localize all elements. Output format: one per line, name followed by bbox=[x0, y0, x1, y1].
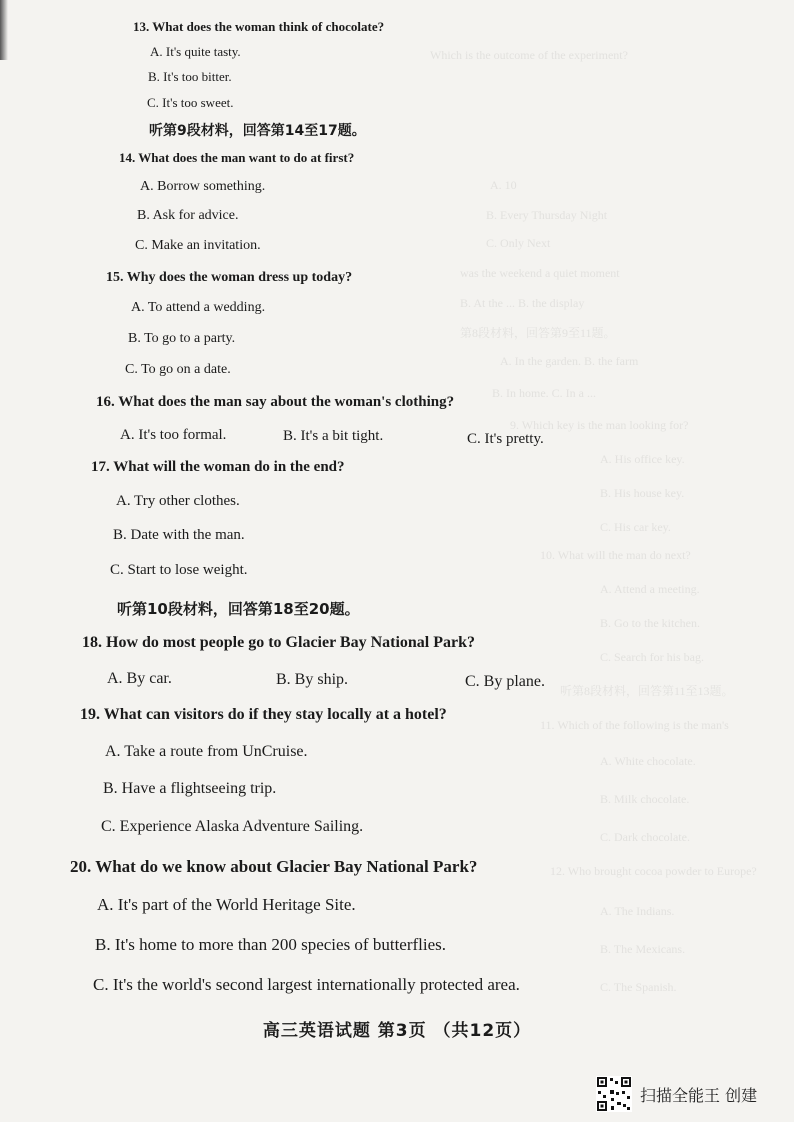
question-17-stem: 17. What will the woman do in the end? bbox=[91, 459, 345, 475]
question-16-option-b: B. It's a bit tight. bbox=[283, 428, 384, 444]
question-14-option-c: C. Make an invitation. bbox=[135, 238, 261, 253]
question-19-option-b: B. Have a flightseeing trip. bbox=[103, 780, 277, 797]
question-15-stem: 15. Why does the woman dress up today? bbox=[106, 270, 353, 285]
question-13-option-c: C. It's too sweet. bbox=[147, 95, 234, 110]
bleed-line: A. White chocolate. bbox=[600, 754, 696, 768]
question-18-option-b: B. By ship. bbox=[276, 671, 349, 688]
question-17-option-b: B. Date with the man. bbox=[113, 527, 245, 543]
scanner-label: 扫描全能王 创建 bbox=[640, 1085, 758, 1105]
question-14-stem: 14. What does the man want to do at first? bbox=[119, 150, 355, 165]
question-15-option-c: C. To go on a date. bbox=[125, 362, 231, 377]
question-13-stem: 13. What does the woman think of chocolate? bbox=[133, 19, 385, 34]
bleed-line: Which is the outcome of the experiment? bbox=[430, 48, 628, 62]
bleed-line: 12. Who brought cocoa powder to Europe? bbox=[550, 864, 757, 878]
scanner-watermark bbox=[596, 1076, 757, 1112]
question-18-stem: 18. How do most people go to Glacier Bay National Park? bbox=[82, 634, 476, 651]
bleed-line: B. Milk chocolate. bbox=[600, 792, 690, 806]
question-17-option-a: A. Try other clothes. bbox=[116, 493, 240, 509]
bleed-line: 听第8段材料，回答第11至13题。 bbox=[560, 684, 734, 698]
bleed-line: A. The Indians. bbox=[600, 904, 675, 918]
bleed-line: B. Go to the kitchen. bbox=[600, 616, 700, 630]
qr-code-icon bbox=[596, 1076, 632, 1112]
question-15-option-a: A. To attend a wedding. bbox=[131, 300, 266, 315]
page-footer: 高三英语试题 第3页 （共12页） bbox=[262, 1021, 532, 1041]
question-16-option-c: C. It's pretty. bbox=[467, 431, 544, 447]
bleed-line: C. The Spanish. bbox=[600, 980, 677, 994]
bleed-line: C. Only Next bbox=[486, 236, 551, 250]
question-19-stem: 19. What can visitors do if they stay locally at a hotel? bbox=[80, 706, 447, 723]
bleed-line: C. His car key. bbox=[600, 520, 671, 534]
question-14-option-a: A. Borrow something. bbox=[140, 179, 266, 194]
question-17-option-c: C. Start to lose weight. bbox=[110, 562, 248, 578]
bleed-line: B. The Mexicans. bbox=[600, 942, 686, 956]
bleed-line: B. His house key. bbox=[600, 486, 685, 500]
question-15-option-b: B. To go to a party. bbox=[128, 331, 236, 346]
question-20-stem: 20. What do we know about Glacier Bay National Park? bbox=[70, 857, 478, 876]
question-16-stem: 16. What does the man say about the woman's clothing? bbox=[96, 394, 455, 410]
question-18-option-c: C. By plane. bbox=[465, 673, 545, 690]
question-18-option-a: A. By car. bbox=[107, 670, 172, 687]
question-13-option-a: A. It's quite tasty. bbox=[150, 44, 241, 59]
instruction-material-10: 听第10段材料，回答第18至20题。 bbox=[117, 600, 360, 618]
question-14-option-b: B. Ask for advice. bbox=[137, 208, 239, 223]
question-20-option-b: B. It's home to more than 200 species of butterflies. bbox=[95, 935, 447, 954]
bleed-line: B. Every Thursday Night bbox=[486, 208, 608, 222]
bleed-through-text bbox=[400, 0, 794, 1000]
bleed-line: A. His office key. bbox=[600, 452, 685, 466]
bleed-line: 10. What will the man do next? bbox=[540, 548, 691, 562]
bleed-line: C. Dark chocolate. bbox=[600, 830, 690, 844]
bleed-line: B. At the ... B. the display bbox=[460, 296, 585, 310]
bleed-line: was the weekend a quiet moment bbox=[460, 266, 620, 280]
bleed-line: C. Search for his bag. bbox=[600, 650, 704, 664]
scan-edge-shadow bbox=[0, 0, 8, 60]
question-20-option-c: C. It's the world's second largest internationally protected area. bbox=[93, 975, 520, 994]
question-16-option-a: A. It's too formal. bbox=[120, 427, 227, 443]
question-19-option-c: C. Experience Alaska Adventure Sailing. bbox=[101, 818, 364, 835]
bleed-line: 11. Which of the following is the man's bbox=[540, 718, 729, 732]
bleed-line: A. 10 bbox=[490, 178, 517, 192]
instruction-material-9: 听第9段材料，回答第14至17题。 bbox=[149, 123, 366, 139]
question-20-option-a: A. It's part of the World Heritage Site. bbox=[97, 895, 356, 914]
bleed-line: B. In home. C. In a ... bbox=[492, 386, 596, 400]
bleed-line: A. In the garden. B. the farm bbox=[500, 354, 639, 368]
question-13-option-b: B. It's too bitter. bbox=[148, 69, 232, 84]
bleed-line: 第8段材料，回答第9至11题。 bbox=[460, 326, 616, 340]
bleed-line: A. Attend a meeting. bbox=[600, 582, 700, 596]
bleed-line: 9. Which key is the man looking for? bbox=[510, 418, 689, 432]
question-19-option-a: A. Take a route from UnCruise. bbox=[105, 743, 308, 760]
